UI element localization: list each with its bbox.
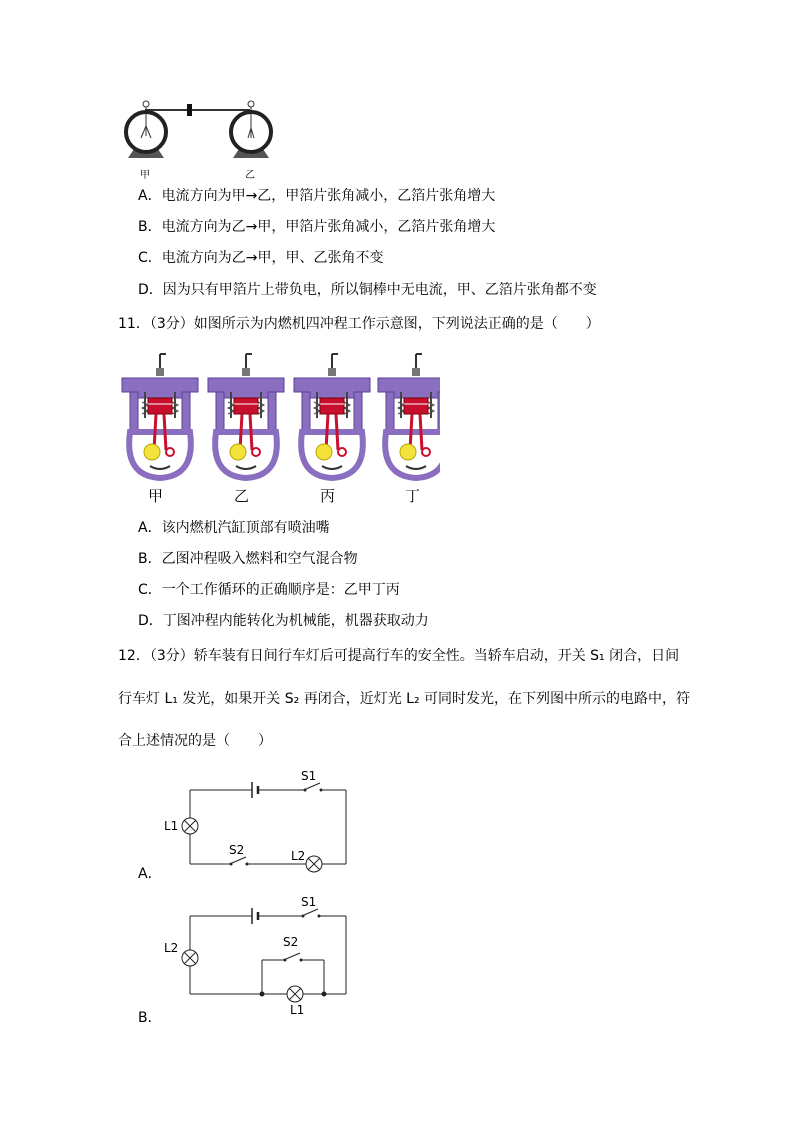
q11-option-d: D．丁图冲程内能转化为机械能，机器获取动力 (138, 613, 429, 629)
q11-option-b: B．乙图冲程吸入燃料和空气混合物 (138, 551, 358, 567)
circuit-a-option-label: A． (138, 866, 162, 882)
circuit-a-s2: S2 (229, 843, 245, 857)
circuit-b-option-label: B． (138, 1010, 162, 1026)
circuit-b-l2: L2 (164, 941, 179, 955)
q10-option-a: A．电流方向为甲→乙，甲箔片张角减小，乙箔片张角增大 (138, 188, 496, 204)
q12-stem-line3: 合上述情况的是（ ） (118, 733, 272, 749)
q10-option-c: C．电流方向为乙→甲，甲、乙张角不变 (138, 250, 384, 266)
q12-stem-line1: 12．（3分）轿车装有日间行车灯后可提高行车的安全性。当轿车启动，开关 S₁ 闭合，日间 (118, 648, 680, 664)
circuit-b-s2: S2 (283, 935, 299, 949)
engine-label-yi: 乙 (234, 487, 250, 505)
engine-label-ding: 丁 (405, 487, 421, 505)
q10-option-d: D．因为只有甲箔片上带负电，所以铜棒中无电流，甲、乙箔片张角都不变 (138, 282, 597, 298)
circuit-b-l1: L1 (290, 1003, 305, 1017)
q11-option-a: A．该内燃机汽缸顶部有喷油嘴 (138, 520, 330, 536)
circuit-b-s1: S1 (301, 895, 317, 909)
circuit-a (160, 766, 360, 876)
circuit-a-l1: L1 (164, 819, 179, 833)
engine-figures (120, 352, 440, 484)
electroscope-label-jia: 甲 (140, 170, 150, 181)
circuit-a-l2: L2 (291, 849, 306, 863)
q10-option-b: B．电流方向为乙→甲，甲箔片张角减小，乙箔片张角增大 (138, 219, 496, 235)
engine-label-bing: 丙 (320, 487, 336, 505)
circuit-a-s1: S1 (301, 769, 317, 783)
q12-stem-line2: 行车灯 L₁ 发光，如果开关 S₂ 再闭合，近灯光 L₂ 可同时发光，在下列图中所示的电路中，符 (118, 691, 691, 707)
q11-stem: 11．（3分）如图所示为内燃机四冲程工作示意图，下列说法正确的是（ ） (118, 316, 600, 332)
electroscope-label-yi: 乙 (245, 170, 255, 181)
circuit-b (160, 890, 360, 1010)
engine-label-jia: 甲 (148, 487, 164, 505)
q11-option-c: C．一个工作循环的正确顺序是：乙甲丁丙 (138, 582, 400, 598)
